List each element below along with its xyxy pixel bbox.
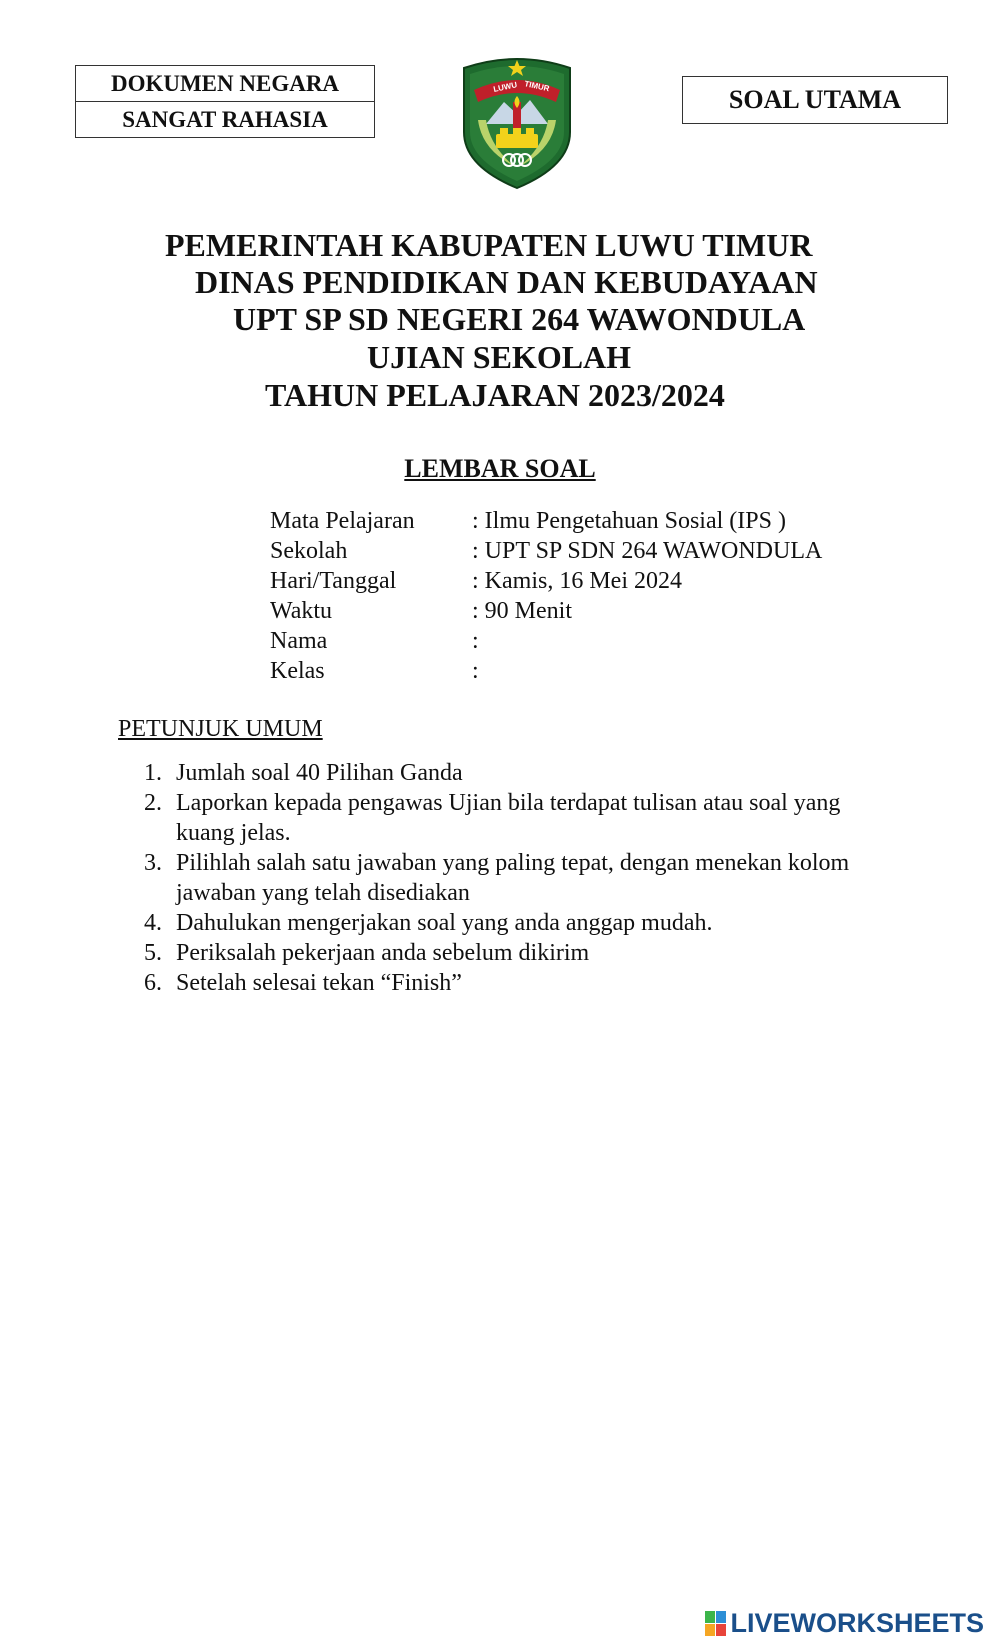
document-classification-box (75, 65, 375, 138)
info-row-school (270, 536, 822, 566)
info-label: Hari/Tanggal (270, 568, 397, 594)
footer-brand: LIVEWORKSHEETS (730, 1608, 984, 1638)
instructions-list (144, 758, 904, 998)
list-item-number: 4. (144, 910, 162, 936)
header-line-school: UPT SP SD NEGERI 264 WAWONDULA (233, 301, 806, 337)
list-item-text: Setelah selesai tekan “Finish” (176, 970, 462, 996)
soal-utama-box: SOAL UTAMA (682, 76, 948, 124)
classification-line-2: SANGAT RAHASIA (76, 101, 374, 137)
header-line-department: DINAS PENDIDIKAN DAN KEBUDAYAAN (195, 264, 818, 300)
instructions-title: PETUNJUK UMUM (118, 716, 323, 742)
info-value: : 90 Menit (472, 598, 572, 624)
info-value: : UPT SP SDN 264 WAWONDULA (472, 538, 823, 564)
list-item-number: 5. (144, 940, 162, 966)
info-label: Sekolah (270, 538, 348, 564)
list-item-number: 2. (144, 790, 162, 816)
header-line-exam: UJIAN SEKOLAH (367, 339, 632, 375)
liveworksheets-footer[interactable] (705, 1608, 984, 1639)
info-label: Mata Pelajaran (270, 508, 415, 534)
header-line-year: TAHUN PELAJARAN 2023/2024 (265, 377, 725, 413)
list-item (144, 788, 904, 848)
info-row-subject (270, 506, 822, 536)
info-value: : (472, 628, 479, 654)
list-item-text: Jumlah soal 40 Pilihan Ganda (176, 760, 463, 786)
info-row-date (270, 566, 822, 596)
header-line-government: PEMERINTAH KABUPATEN LUWU TIMUR (165, 227, 813, 263)
info-row-name (270, 626, 822, 656)
list-item-number: 1. (144, 760, 162, 786)
list-item (144, 758, 904, 788)
info-value: : Ilmu Pengetahuan Sosial (IPS ) (472, 508, 786, 534)
info-value: : Kamis, 16 Mei 2024 (472, 568, 682, 594)
info-row-class (270, 656, 822, 686)
sheet-title: LEMBAR SOAL (404, 454, 596, 483)
liveworksheets-logo-icon (705, 1611, 726, 1636)
info-label: Nama (270, 628, 328, 654)
list-item-number: 6. (144, 970, 162, 996)
classification-line-1: DOKUMEN NEGARA (110, 71, 340, 96)
info-value: : (472, 658, 479, 684)
list-item (144, 848, 904, 908)
info-label: Waktu (270, 598, 333, 624)
svg-text:LUWU: LUWU (492, 80, 518, 94)
list-item-text: Dahulukan mengerjakan soal yang anda anggap mudah. (176, 910, 713, 936)
list-item (144, 908, 904, 938)
info-label: Kelas (270, 658, 325, 684)
info-row-duration (270, 596, 822, 626)
list-item-text: Periksalah pekerjaan anda sebelum dikirim (176, 940, 590, 966)
luwu-timur-emblem-icon (456, 54, 578, 190)
list-item-text: Pilihlah salah satu jawaban yang paling tepat, dengan menekan kolom jawaban yang telah disediakan (176, 850, 850, 906)
list-item (144, 968, 904, 998)
svg-text:TIMUR: TIMUR (523, 79, 551, 94)
list-item-text: Laporkan kepada pengawas Ujian bila terdapat tulisan atau soal yang kuang jelas. (176, 790, 841, 846)
list-item (144, 938, 904, 968)
list-item-number: 3. (144, 850, 162, 876)
exam-info (270, 506, 822, 686)
